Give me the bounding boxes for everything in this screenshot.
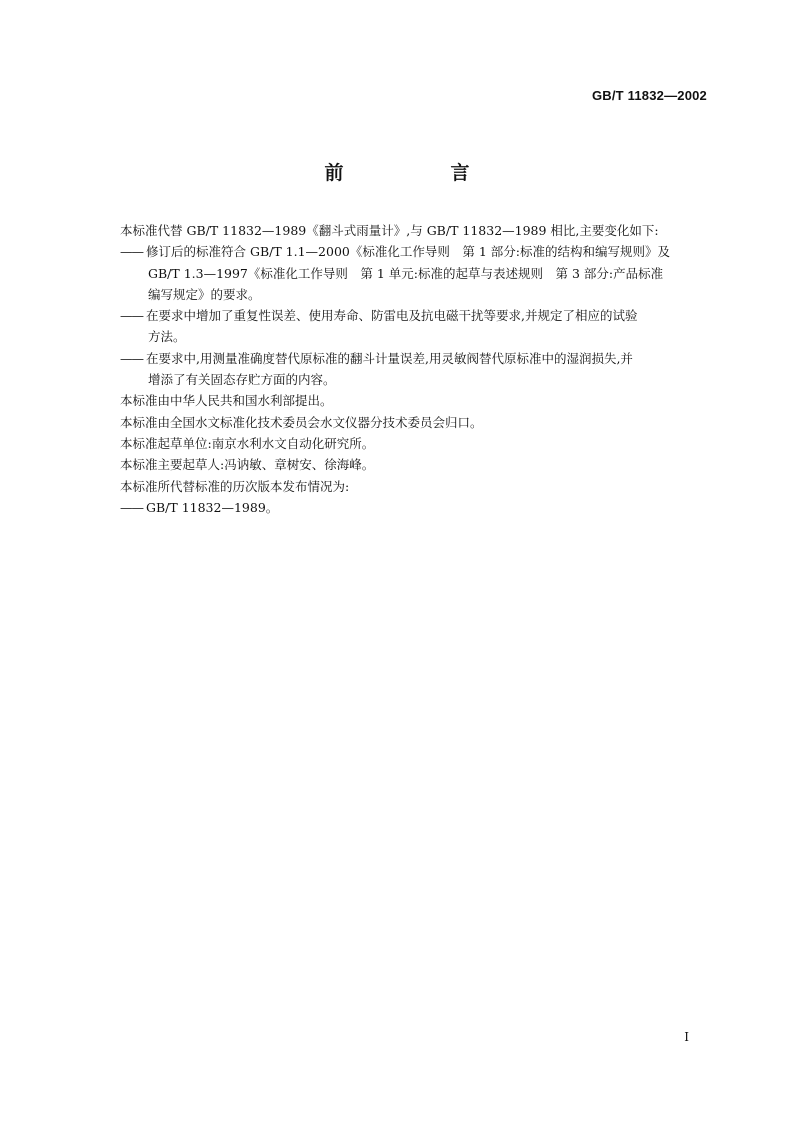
dash-marker: —— xyxy=(120,350,143,366)
history-item xyxy=(120,497,708,518)
drafting-unit-paragraph: 本标准起草单位:南京水利水文自动化研究所。 xyxy=(120,435,375,451)
history-item-text: GB/T 11832—1989。 xyxy=(146,499,279,515)
list-item-2-text-1: 在要求中增加了重复性误差、使用寿命、防雷电及抗电磁干扰等要求,并规定了相应的试验 xyxy=(146,308,638,324)
list-item-1-line-3: 编写规定》的要求。 xyxy=(148,286,261,302)
dash-marker: —— xyxy=(120,244,143,260)
dash-marker: —— xyxy=(120,499,143,515)
committee-paragraph: 本标准由全国水文标准化技术委员会水文仪器分技术委员会归口。 xyxy=(120,414,483,430)
foreword-body xyxy=(120,220,708,518)
dash-marker: —— xyxy=(120,308,143,324)
page-title: 前 言 xyxy=(324,162,514,184)
list-item-3-text-1: 在要求中,用测量准确度替代原标准的翻斗计量误差,用灵敏阀替代原标准中的湿润损失,并 xyxy=(146,350,633,366)
list-item-2-line-1 xyxy=(120,305,708,326)
list-item-1-text-1: 修订后的标准符合 GB/T 1.1—2000《标准化工作导则 第 1 部分:标准的结构和编写规则》及 xyxy=(146,244,670,260)
page-number: I xyxy=(684,1030,689,1044)
list-item-3-line-1 xyxy=(120,348,708,369)
standard-code: GB/T 11832—2002 xyxy=(591,88,707,103)
proposer-paragraph: 本标准由中华人民共和国水利部提出。 xyxy=(120,393,333,409)
list-item-3-line-2: 增添了有关固态存贮方面的内容。 xyxy=(148,372,336,388)
intro-paragraph: 本标准代替 GB/T 11832—1989《翻斗式雨量计》,与 GB/T 11832—1989 相比,主要变化如下: xyxy=(120,223,659,238)
list-item-1-line-1 xyxy=(120,241,708,262)
list-item-1-line-2: GB/T 1.3—1997《标准化工作导则 第 1 单元:标准的起草与表述规则 第 3 部分:产品标准 xyxy=(148,265,664,281)
drafters-paragraph: 本标准主要起草人:冯讷敏、章树安、徐海峰。 xyxy=(120,457,375,473)
history-intro-paragraph: 本标准所代替标准的历次版本发布情况为: xyxy=(120,478,350,494)
list-item-2-line-2: 方法。 xyxy=(148,329,186,345)
